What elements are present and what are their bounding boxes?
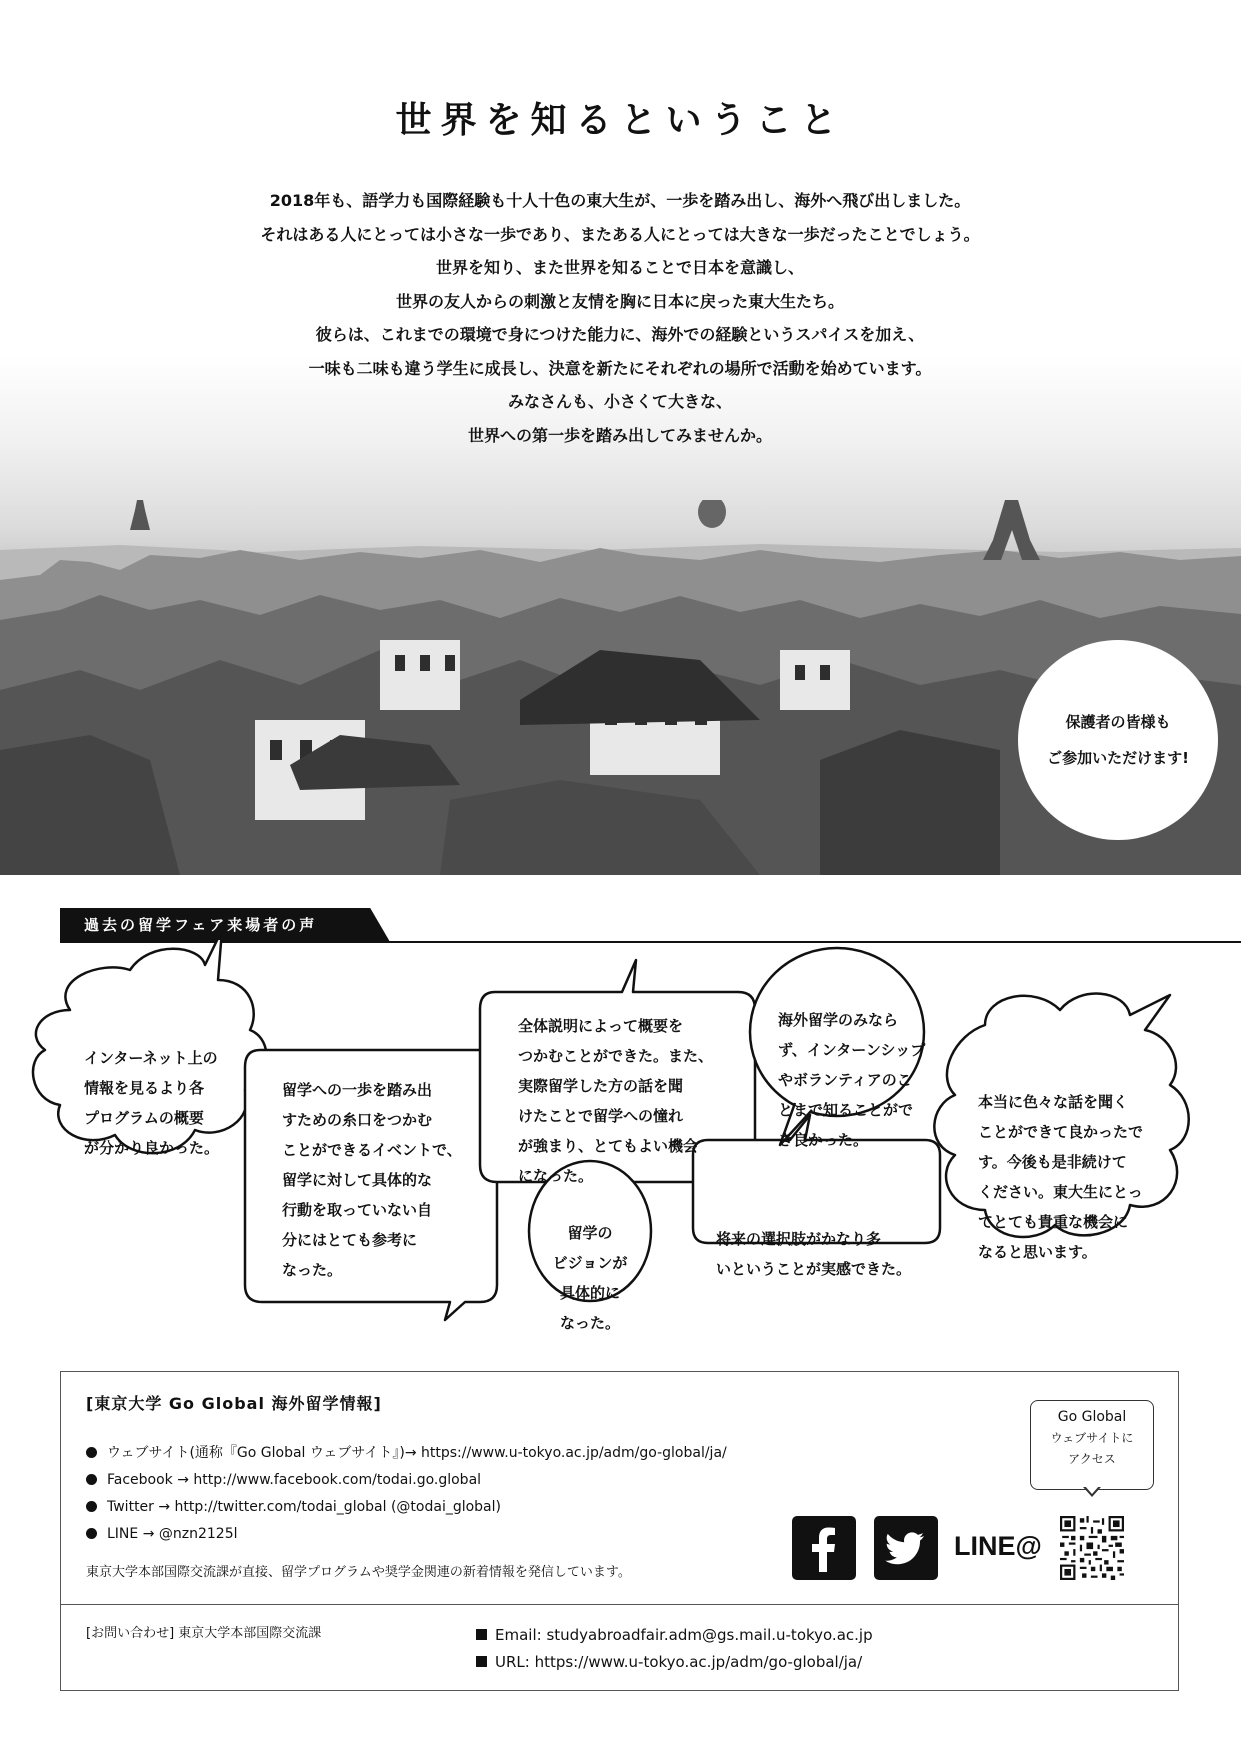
comment-line: 実際留学した方の話を聞 xyxy=(518,1077,684,1095)
comment-line: 分にはとても参考に xyxy=(282,1231,418,1249)
parents-notice-line: ご参加いただけます! xyxy=(1047,749,1189,767)
comment-line: 具体的に xyxy=(559,1284,620,1302)
comment-1 xyxy=(84,1043,219,1163)
section-title: 過去の留学フェア来場者の声 xyxy=(84,916,318,934)
contact-label: [お問い合わせ] 東京大学本部国際交流課 xyxy=(86,1626,322,1641)
comment-line: やボランティアのこ xyxy=(778,1071,912,1089)
comment-line: が強まり、とてもよい機会 xyxy=(518,1137,699,1155)
comment-line: ビジョンが xyxy=(552,1254,628,1272)
comment-line: 留学に対して具体的な xyxy=(282,1171,433,1189)
intro-line: 世界への第一歩を踏み出してみませんか。 xyxy=(467,425,772,445)
line-link[interactable] xyxy=(86,1521,727,1548)
comment-line: になった。 xyxy=(518,1167,594,1185)
contact-email[interactable] xyxy=(476,1622,873,1649)
comment-line: ことができるイベントで、 xyxy=(282,1141,462,1159)
info-note: 東京大学本部国際交流課が直接、留学プログラムや奨学金関連の新着情報を発信しています。 xyxy=(86,1565,631,1580)
comment-line: なった。 xyxy=(282,1261,343,1279)
comment-line: 全体説明によって概要を xyxy=(518,1017,684,1035)
comment-line: ください。東大生にとっ xyxy=(978,1183,1143,1201)
twitter-link[interactable] xyxy=(86,1494,727,1521)
comment-line: プログラムの概要 xyxy=(84,1109,204,1127)
contact-url[interactable] xyxy=(476,1649,873,1676)
comment-line: いということが実感できた。 xyxy=(716,1260,912,1278)
callout-tail-inner xyxy=(1085,1486,1099,1494)
comment-line: 将来の選択肢がかなり多 xyxy=(716,1230,882,1248)
info-link-list xyxy=(86,1440,727,1548)
callout-line: アクセス xyxy=(1068,1452,1116,1466)
intro-line: 世界の友人からの刺激と友情を胸に日本に戻った東大生たち。 xyxy=(395,291,844,311)
comment-4 xyxy=(540,1218,640,1338)
comment-line: ず、インターンシップ xyxy=(778,1041,926,1059)
go-global-callout xyxy=(1030,1400,1154,1490)
info-heading: [東京大学 Go Global 海外留学情報] xyxy=(86,1394,382,1413)
parents-notice-circle xyxy=(1018,640,1218,840)
comment-line: 留学の xyxy=(567,1224,613,1242)
comment-line: 本当に色々な話を聞く xyxy=(978,1093,1129,1111)
square-bullet-icon xyxy=(476,1629,487,1640)
comment-5 xyxy=(778,1005,925,1155)
info-divider xyxy=(60,1604,1179,1605)
facebook-link-text: Facebook → http://www.facebook.com/todai.go.global xyxy=(107,1472,482,1488)
comment-line: 海外留学のみなら xyxy=(778,1011,899,1029)
comment-line: が分かり良かった。 xyxy=(84,1139,220,1157)
twitter-icon[interactable] xyxy=(874,1516,938,1580)
comment-3 xyxy=(518,1011,713,1191)
comment-line: すための糸口をつかむ xyxy=(282,1111,433,1129)
bullet-icon xyxy=(86,1447,97,1458)
intro-line: 世界を知り、また世界を知ることで日本を意識し、 xyxy=(435,258,804,277)
callout-title: Go Global xyxy=(1057,1409,1127,1425)
comment-line: つかむことができた。また、 xyxy=(518,1047,714,1065)
comment-7 xyxy=(978,1087,1143,1267)
website-link-text: ウェブサイト(通称『Go Global ウェブサイト』)→ https://www.u-tokyo.ac.jp/adm/go-global/ja/ xyxy=(107,1445,727,1461)
intro-line: 彼らは、これまでの環境で身につけた能力に、海外での経験というスパイスを加え、 xyxy=(315,325,925,344)
comment-6 xyxy=(716,1224,911,1284)
comment-line: 留学への一歩を踏み出 xyxy=(282,1081,433,1099)
square-bullet-icon xyxy=(476,1656,487,1667)
bullet-icon xyxy=(86,1528,97,1539)
comment-line: てとても貴重な機会に xyxy=(978,1213,1129,1231)
intro-line: 2018年も、語学力も国際経験も十人十色の東大生が、一歩を踏み出し、海外へ飛び出しました。 xyxy=(269,191,971,210)
intro-line: それはある人にとっては小さな一歩であり、またある人にとっては大きな一歩だったことでしょう。 xyxy=(260,224,980,244)
contact-email-text: Email: studyabroadfair.adm@gs.mail.u-tokyo.ac.jp xyxy=(495,1626,873,1644)
comment-line: なると思います。 xyxy=(978,1243,1097,1261)
comment-line: き良かった。 xyxy=(778,1131,869,1149)
comment-line: 情報を見るより各 xyxy=(84,1079,205,1097)
twitter-link-text: Twitter → http://twitter.com/todai_global (@todai_global) xyxy=(107,1499,501,1515)
line-link-text: LINE → @nzn2125l xyxy=(107,1526,238,1542)
intro-line: 一味も二味も違う学生に成長し、決意を新たにそれぞれの場所で活動を始めています。 xyxy=(308,358,932,378)
comment-line: ことができて良かったで xyxy=(978,1123,1144,1141)
facebook-icon[interactable] xyxy=(792,1516,856,1580)
comment-line: とまで知ることがで xyxy=(778,1101,914,1119)
comment-line: 行動を取っていない自 xyxy=(282,1201,433,1219)
facebook-link[interactable] xyxy=(86,1467,727,1494)
comment-line: けたことで留学への憧れ xyxy=(518,1107,684,1125)
page-title: 世界を知るということ xyxy=(395,100,846,141)
website-link[interactable] xyxy=(86,1440,727,1467)
contact-list xyxy=(476,1622,873,1676)
comment-2 xyxy=(282,1075,462,1285)
comment-line: なった。 xyxy=(559,1314,620,1332)
comment-line: す。今後も是非続けて xyxy=(978,1153,1127,1171)
qr-code-icon[interactable] xyxy=(1060,1516,1124,1580)
contact-url-text: URL: https://www.u-tokyo.ac.jp/adm/go-global/ja/ xyxy=(495,1653,863,1671)
intro-text xyxy=(120,184,1120,452)
intro-line: みなさんも、小さくて大きな、 xyxy=(507,392,732,411)
line-at-logo[interactable]: LINE@ xyxy=(954,1531,1042,1561)
comment-line: インターネット上の xyxy=(84,1049,218,1067)
bullet-icon xyxy=(86,1501,97,1512)
parents-notice-line: 保護者の皆様も xyxy=(1065,713,1171,731)
callout-line: ウェブサイトに xyxy=(1050,1431,1134,1445)
bullet-icon xyxy=(86,1474,97,1485)
